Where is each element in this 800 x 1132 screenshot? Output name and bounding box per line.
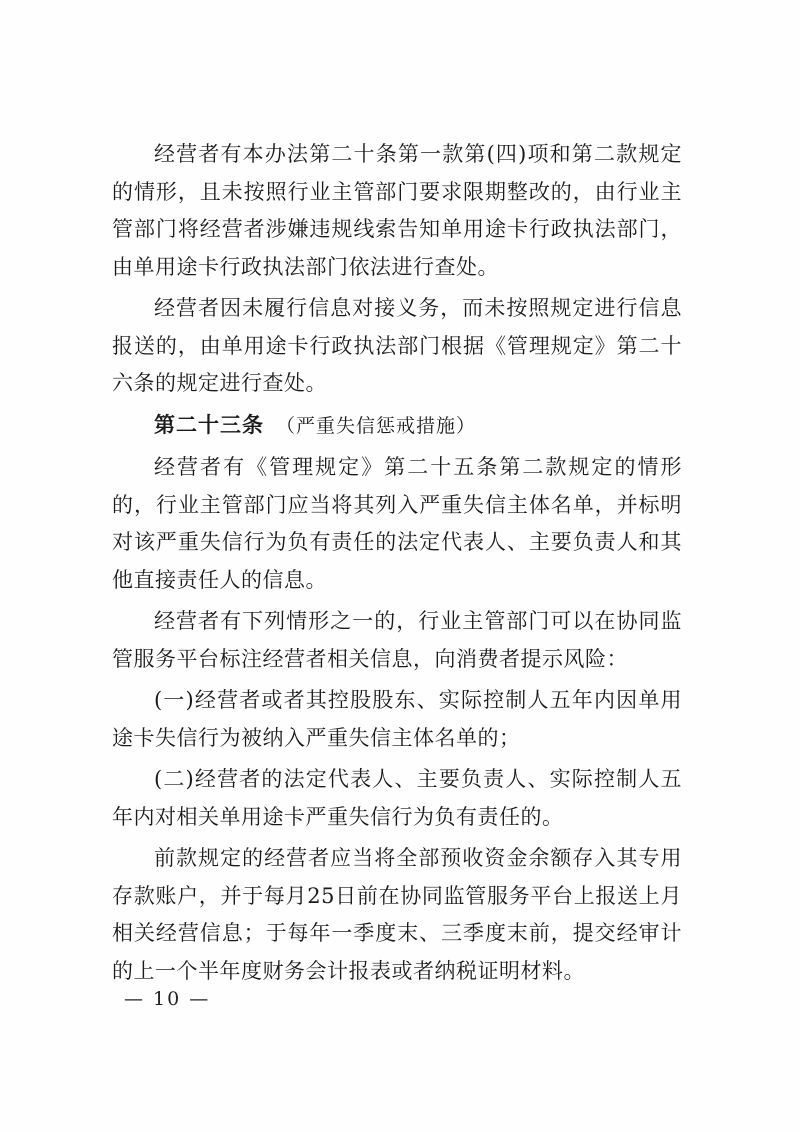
list-item-2: (二)经营者的法定代表人、主要负责人、实际控制人五年内对相关单用途卡严重失信行为负有责任的。 [112, 767, 682, 829]
paragraph-5: 前款规定的经营者应当将全部预收资金余额存入其专用存款账户，并于每月25日前在协同监管服务平台上报送上月相关经营信息；于每年一季度末、三季度末前，提交经审计的上一个半年度财务会计报表或者纳税证明材料。 [112, 846, 682, 983]
document-body [112, 136, 682, 994]
page-number: — 10 — [124, 988, 211, 1010]
paragraph-1: 经营者有本办法第二十条第一款第(四)项和第二款规定的情形，且未按照行业主管部门要求限期整改的，由行业主管部门将经营者涉嫌违规线索告知单用途卡行政执法部门，由单用途卡行政执法部门依法进行查处。 [112, 142, 682, 279]
list-item-1: (一)经营者或者其控股股东、实际控制人五年内因单用途卡失信行为被纳入严重失信主体名单的； [112, 688, 682, 750]
article-title: （严重失信惩戒措施） [276, 414, 477, 437]
article-heading [112, 407, 682, 446]
article-number: 第二十三条 [154, 412, 264, 437]
paragraph-2: 经营者因未履行信息对接义务，而未按照规定进行信息报送的，由单用途卡行政执法部门根据《管理规定》第二十六条的规定进行查处。 [112, 296, 682, 395]
paragraph-3: 经营者有《管理规定》第二十五条第二款规定的情形的，行业主管部门应当将其列入严重失信主体名单，并标明对该严重失信行为负有责任的法定代表人、主要负责人和其他直接责任人的信息。 [112, 455, 682, 592]
paragraph-4: 经营者有下列情形之一的，行业主管部门可以在协同监管服务平台标注经营者相关信息，向消费者提示风险： [112, 609, 682, 671]
